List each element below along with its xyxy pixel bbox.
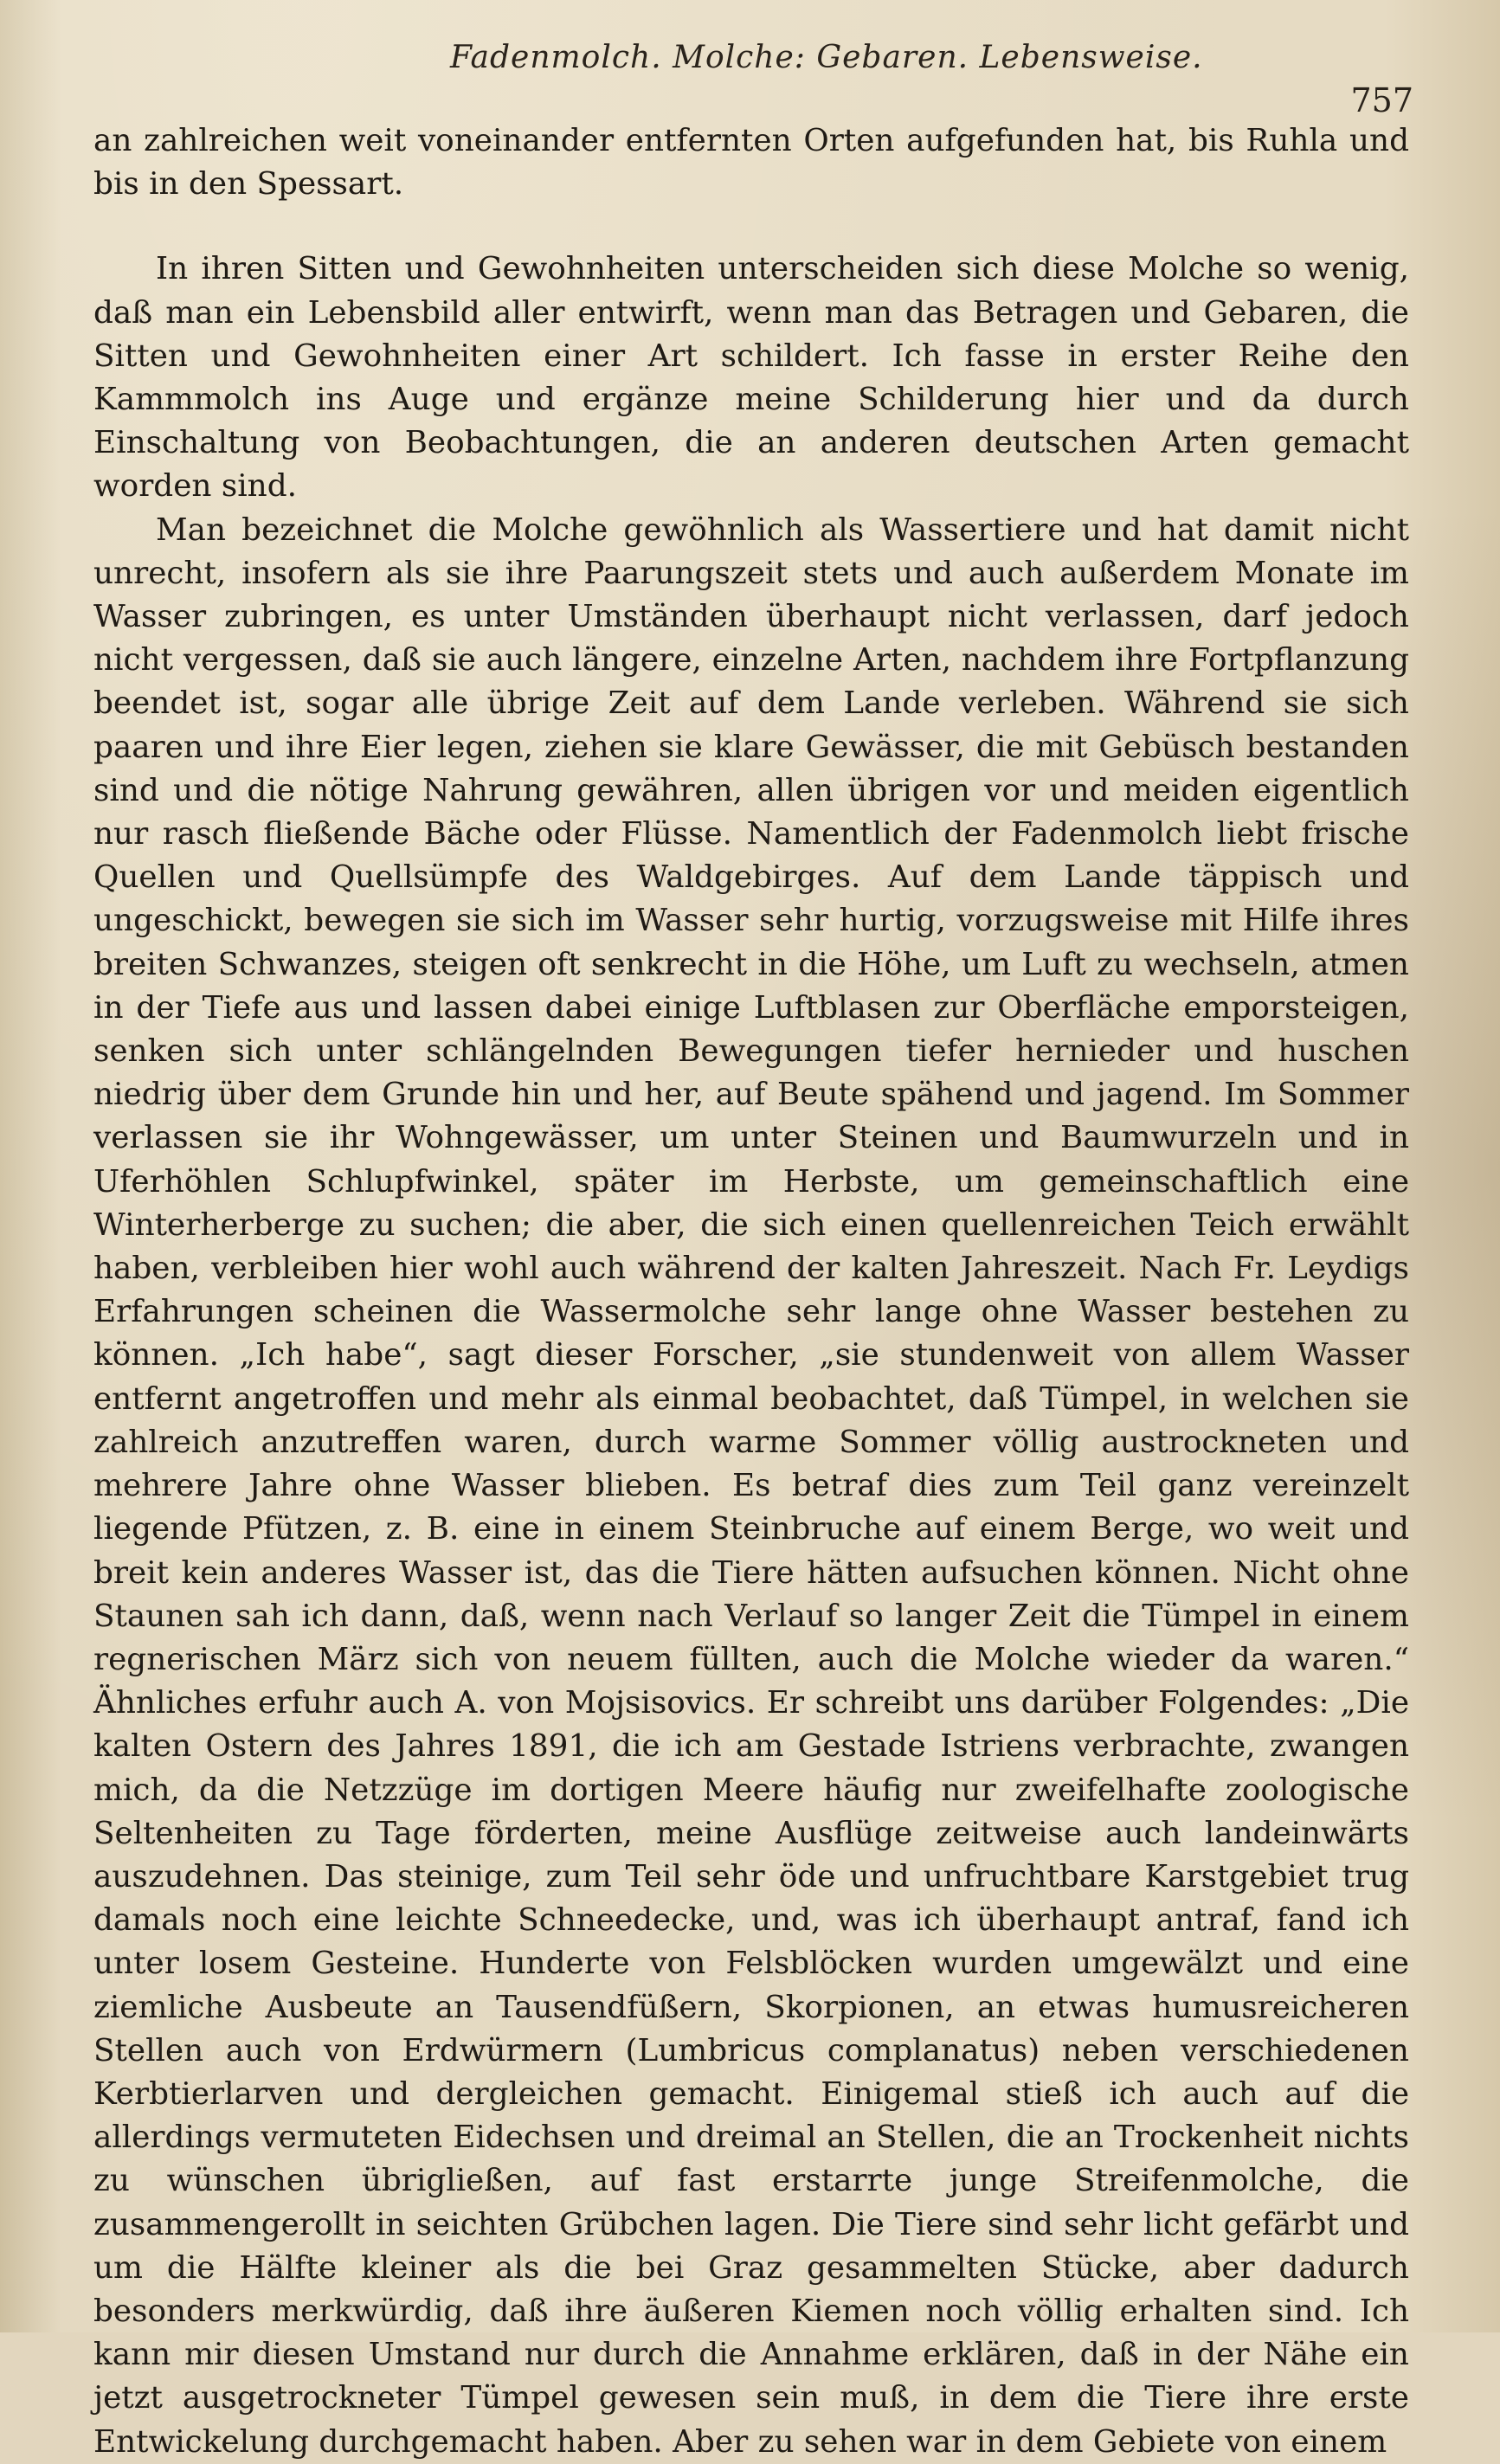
page-number: 757 — [1350, 81, 1413, 119]
paragraph-3: Man bezeichnet die Molche gewöhnlich als Wassertiere und hat damit nicht unrecht, insofern als sie ihre Paarungszeit stets und auch außerdem Monate im Wasser zubringen, es unter Umständen überhaupt nicht verlassen, darf jedoch nicht vergessen, daß sie auch längere, einzelne Arten, nachdem ihre Fortpflanzung beendet ist, sogar alle übrige Zeit auf dem Lande verleben. Während sie sich paaren und ihre Eier legen, ziehen sie klare Gewässer, die mit Gebüsch bestanden sind und die nötige Nahrung gewähren, allen übrigen vor und meiden eigentlich nur rasch fließende Bäche oder Flüsse. Namentlich der Fadenmolch liebt frische Quellen und Quellsümpfe des Waldgebirges. Auf dem Lande täppisch und ungeschickt, bewegen sie sich im Wasser sehr hurtig, vorzugsweise mit Hilfe ihres breiten Schwanzes, steigen oft senkrecht in die Höhe, um Luft zu wechseln, atmen in der Tiefe aus und lassen dabei einige Luftblasen zur Oberfläche emporsteigen, senken sich unter schlängelnden Bewegungen tiefer hernieder und huschen niedrig über dem Grunde hin und her, auf Beute spähend und jagend. Im Sommer verlassen sie ihr Wohngewässer, um unter Steinen und Baumwurzeln und in Uferhöhlen Schlupfwinkel, später im Herbste, um gemeinschaftlich eine Winterherberge zu suchen; die aber, die sich einen quellenreichen Teich erwählt haben, verbleiben hier wohl auch während der kalten Jahreszeit. Nach Fr. Leydigs Erfahrungen scheinen die Wassermolche sehr lange ohne Wasser bestehen zu können. „Ich habe“, sagt dieser Forscher, „sie stundenweit von allem Wasser entfernt angetroffen und mehr als einmal beobachtet, daß Tümpel, in welchen sie zahlreich anzutreffen waren, durch warme Sommer völlig austrockneten und mehrere Jahre ohne Wasser blieben. Es betraf dies zum Teil ganz vereinzelt liegende Pfützen, z. B. eine in einem Steinbruche auf einem Berge, wo weit und breit kein anderes Wasser ist, das die Tiere hätten aufsuchen können. Nicht ohne Staunen sah ich dann, daß, wenn nach Verlauf so langer Zeit die Tümpel in einem regnerischen März sich von neuem füllten, auch die Molche wieder da waren.“ Ähnliches erfuhr auch A. von Mojsisovics. Er schreibt uns darüber Folgendes: „Die kalten Ostern des Jahres 1891, die ich am Gestade Istriens verbrachte, zwangen mich, da die Netzzüge im dortigen Meere häufig nur zweifelhafte zoologische Seltenheiten zu Tage förderten, meine Ausflüge zeitweise auch landeinwärts auszudehnen. Das steinige, zum Teil sehr öde und unfruchtbare Karstgebiet trug damals noch eine leichte Schneedecke, und, was ich überhaupt antraf, fand ich unter losem Gesteine. Hunderte von Felsblöcken wurden umgewälzt und eine ziemliche Ausbeute an Tausendfüßern, Skorpionen, an etwas humusreicheren Stellen auch von Erdwürmern (Lumbricus complanatus) neben verschiedenen Kerbtierlarven und dergleichen gemacht. Einigemal stieß ich auch auf die allerdings vermuteten Eidechsen und dreimal an Stellen, die an Trockenheit nichts zu wünschen übrigließen, auf fast erstarrte junge Streifenmolche, die zusammengerollt in seichten Grübchen lagen. Die Tiere sind sehr licht gefärbt und um die Hälfte kleiner als die bei Graz gesammelten Stücke, aber dadurch besonders merkwürdig, daß ihre äußeren Kiemen noch völlig erhalten sind. Ich kann mir diesen Umstand nur durch die Annahme erklären, daß in der Nähe ein jetzt ausgetrockneter Tümpel gewesen sein muß, in dem die Tiere ihre erste Entwickelung durchgemacht haben. Aber zu sehen war in dem Gebiete von einem — [93, 511, 1409, 2460]
paragraph-1: an zahlreichen weit voneinander entfernten Orten aufgefunden hat, bis Ruhla und bis in den Spessart. — [93, 123, 1409, 203]
paragraph-2: In ihren Sitten und Gewohnheiten unterscheiden sich diese Molche so wenig, daß man ein Lebensbild aller entwirft, wenn man das Betragen und Gebaren, die Sitten und Gewohnheiten einer Art schildert. Ich fasse in erster Reihe den Kammmolch ins Auge und ergänze meine Schilderung hier und da durch Einschaltung von Beobachtungen, die an anderen deutschen Arten gemacht worden sind. — [93, 251, 1409, 505]
running-head: Fadenmolch. Molche: Gebaren. Lebensweise. — [450, 40, 1203, 75]
body-text — [93, 119, 1409, 2464]
